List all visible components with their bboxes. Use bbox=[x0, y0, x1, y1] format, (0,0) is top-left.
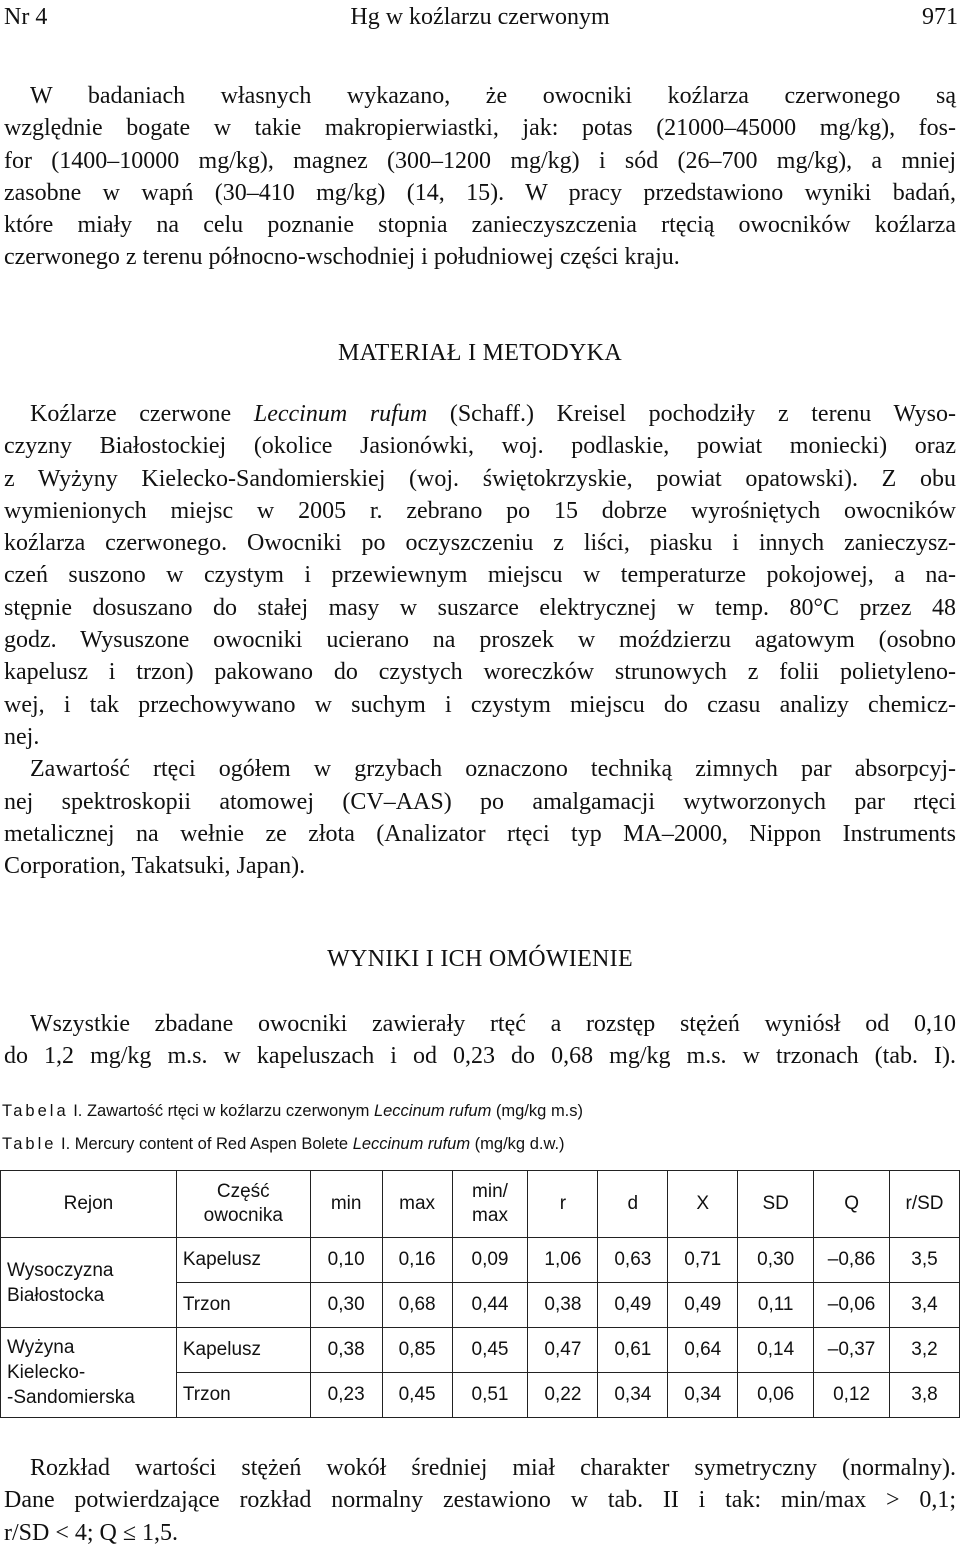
region-line: Wysoczyzna bbox=[7, 1259, 114, 1281]
region-line: Wyżyna bbox=[7, 1337, 75, 1358]
rsd-cell: 3,4 bbox=[890, 1283, 960, 1328]
region-line: -Sandomierska bbox=[7, 1387, 135, 1408]
text-line: koźlarza czerwonego. Owocniki po oczyszczeniu z liści, piasku i innych zanieczysz- bbox=[4, 530, 956, 557]
species-name: Leccinum rufum bbox=[253, 401, 428, 427]
caption-text: I. Zawartość rtęci w koźlarzu czerwonym bbox=[68, 1102, 374, 1120]
text-line: które miały na celu poznanie stopnia zanieczyszczenia rtęcią owocników koźlarza bbox=[4, 212, 956, 239]
methods-paragraph-1 bbox=[4, 398, 956, 882]
part-cell: Trzon bbox=[176, 1283, 310, 1328]
col-header-part bbox=[176, 1171, 310, 1238]
x-cell: 0,64 bbox=[668, 1328, 738, 1373]
col-header-rsd: r/SD bbox=[890, 1171, 960, 1238]
section-heading-results: WYNIKI I ICH OMÓWIENIE bbox=[327, 946, 633, 972]
region-line: Kielecko- bbox=[7, 1362, 86, 1383]
region-line: Białostocka bbox=[7, 1284, 105, 1306]
text-line bbox=[4, 398, 956, 430]
running-header bbox=[0, 2, 960, 32]
max-cell: 0,16 bbox=[382, 1238, 452, 1283]
col-header-x: X bbox=[668, 1171, 738, 1238]
r-cell: 0,38 bbox=[528, 1283, 598, 1328]
header-line: Część bbox=[216, 1181, 270, 1202]
caption-tail: (mg/kg d.w.) bbox=[470, 1135, 565, 1153]
d-cell: 0,61 bbox=[598, 1328, 668, 1373]
text-line: nej spektroskopii atomowej (CV–AAS) po amalgamacji wytworzonych par rtęci bbox=[4, 788, 956, 815]
text-line: Dane potwierdzające rozkład normalny zestawiono w tab. II i tak: min/max > 0,1; bbox=[4, 1487, 956, 1514]
r-cell: 0,22 bbox=[528, 1373, 598, 1418]
min-cell: 0,38 bbox=[310, 1328, 382, 1373]
caption-label: Tabela bbox=[2, 1102, 69, 1120]
intro-paragraph bbox=[4, 80, 956, 274]
text-line: do 1,2 mg/kg m.s. w kapeluszach i od 0,23 do 0,68 mg/kg m.s. w trzonach (tab. I). bbox=[4, 1043, 956, 1070]
section-heading-methods: MATERIAŁ I METODYKA bbox=[338, 340, 622, 366]
q-cell: 0,12 bbox=[814, 1373, 890, 1418]
part-cell: Trzon bbox=[176, 1373, 310, 1418]
text-line: wej, i tak przechowywano w suchym i czystym miejscu do czasu analizy chemicz- bbox=[4, 691, 956, 718]
col-header-max: max bbox=[382, 1171, 452, 1238]
text-line: czeń suszono w czystym i przewiewnym miejscu w temperaturze pokojowej, a na- bbox=[4, 562, 956, 589]
text-line: godz. Wysuszone owocniki ucierano na proszek w moździerzu agatowym (osobno bbox=[4, 627, 956, 654]
header-line: owocnika bbox=[203, 1205, 283, 1226]
d-cell: 0,63 bbox=[598, 1238, 668, 1283]
col-header-min: min bbox=[310, 1171, 382, 1238]
text-line: z Wyżyny Kielecko-Sandomierskiej (woj. świętokrzyskie, powiat opatowski). Z obu bbox=[4, 465, 956, 492]
min-cell: 0,30 bbox=[310, 1283, 382, 1328]
text-line: metalicznej na wełnie ze złota (Analizator rtęci typ MA–2000, Nippon Instruments bbox=[4, 820, 956, 847]
sd-cell: 0,06 bbox=[738, 1373, 814, 1418]
text-line: stępnie dosuszano do stałej masy w suszarce elektrycznej w temp. 80°C przez 48 bbox=[4, 594, 956, 621]
minmax-cell: 0,51 bbox=[452, 1373, 528, 1418]
text-line: Corporation, Takatsuki, Japan). bbox=[4, 853, 306, 880]
min-cell: 0,23 bbox=[310, 1373, 382, 1418]
part-cell: Kapelusz bbox=[176, 1328, 310, 1373]
minmax-cell: 0,45 bbox=[452, 1328, 528, 1373]
text-line: zasobne w wapń (30–410 mg/kg) (14, 15). W pracy przedstawiono wyniki badań, bbox=[4, 179, 956, 206]
sd-cell: 0,11 bbox=[738, 1283, 814, 1328]
minmax-cell: 0,09 bbox=[452, 1238, 528, 1283]
table-header-row bbox=[1, 1171, 960, 1238]
text-line: kapelusz i trzon) pakowano do czystych woreczków strunowych z folii polietyleno- bbox=[4, 659, 956, 686]
r-cell: 1,06 bbox=[528, 1238, 598, 1283]
max-cell: 0,85 bbox=[382, 1328, 452, 1373]
rsd-cell: 3,2 bbox=[890, 1328, 960, 1373]
caption-text: I. Mercury content of Red Aspen Bolete bbox=[56, 1135, 353, 1153]
sd-cell: 0,30 bbox=[738, 1238, 814, 1283]
min-cell: 0,10 bbox=[310, 1238, 382, 1283]
col-header-region: Rejon bbox=[1, 1171, 177, 1238]
text-line: Rozkład wartości stężeń wokół średniej miał charakter symetryczny (normalny). bbox=[30, 1455, 956, 1481]
d-cell: 0,49 bbox=[598, 1283, 668, 1328]
text-line: wymienionych miejsc w 2005 r. zebrano po 15 dobrze wyrośniętych owocników bbox=[4, 497, 956, 524]
max-cell: 0,45 bbox=[382, 1373, 452, 1418]
text-line: r/SD < 4; Q ≤ 1,5. bbox=[4, 1519, 179, 1546]
q-cell: –0,37 bbox=[814, 1328, 890, 1373]
max-cell: 0,68 bbox=[382, 1283, 452, 1328]
table-row bbox=[1, 1238, 960, 1283]
text-line: czyzny Białostockiej (okolice Jasionówki, woj. podlaskie, powiat moniecki) oraz bbox=[4, 433, 956, 460]
text-line: względnie bogate w takie makropierwiastki, jak: potas (21000–45000 mg/kg), fos- bbox=[4, 115, 956, 142]
text-line: Zawartość rtęci ogółem w grzybach oznaczono techniką zimnych par absorpcyj- bbox=[30, 756, 956, 783]
q-cell: –0,06 bbox=[814, 1283, 890, 1328]
table-caption-en bbox=[2, 1133, 565, 1155]
part-cell: Kapelusz bbox=[176, 1238, 310, 1283]
caption-species: Leccinum rufum bbox=[352, 1135, 471, 1153]
col-header-d: d bbox=[598, 1171, 668, 1238]
mercury-table bbox=[0, 1170, 960, 1418]
x-cell: 0,34 bbox=[668, 1373, 738, 1418]
caption-species: Leccinum rufum bbox=[373, 1102, 492, 1120]
rsd-cell: 3,8 bbox=[890, 1373, 960, 1418]
text-line: W badaniach własnych wykazano, że owocniki koźlarza czerwonego są bbox=[30, 83, 956, 109]
x-cell: 0,49 bbox=[668, 1283, 738, 1328]
rsd-cell: 3,5 bbox=[890, 1238, 960, 1283]
d-cell: 0,34 bbox=[598, 1373, 668, 1418]
x-cell: 0,71 bbox=[668, 1238, 738, 1283]
header-line: min/ bbox=[472, 1181, 508, 1202]
table-row bbox=[1, 1328, 960, 1373]
header-line: max bbox=[472, 1205, 508, 1226]
col-header-q: Q bbox=[814, 1171, 890, 1238]
text-line: nej. bbox=[4, 723, 40, 750]
col-header-sd: SD bbox=[738, 1171, 814, 1238]
col-header-r: r bbox=[528, 1171, 598, 1238]
text-run: Koźlarze czerwone bbox=[30, 401, 254, 427]
table-caption-pl bbox=[2, 1100, 583, 1122]
text-line: Wszystkie zbadane owocniki zawierały rtęć a rozstęp stężeń wyniósł od 0,10 bbox=[30, 1011, 956, 1037]
distribution-paragraph bbox=[4, 1452, 956, 1549]
issue-number: Nr 4 bbox=[4, 4, 48, 30]
minmax-cell: 0,44 bbox=[452, 1283, 528, 1328]
col-header-minmax bbox=[452, 1171, 528, 1238]
page-number: 971 bbox=[922, 4, 958, 30]
text-line: for (1400–10000 mg/kg), magnez (300–1200 mg/kg) i sód (26–700 mg/kg), a mniej bbox=[4, 147, 956, 174]
region-cell bbox=[1, 1238, 177, 1328]
q-cell: –0,86 bbox=[814, 1238, 890, 1283]
caption-label: Table bbox=[2, 1135, 57, 1153]
region-cell bbox=[1, 1328, 177, 1418]
text-line: czerwonego z terenu północno-wschodniej i południowej części kraju. bbox=[4, 244, 680, 271]
caption-tail: (mg/kg m.s) bbox=[491, 1102, 584, 1120]
results-paragraph bbox=[4, 1008, 956, 1073]
r-cell: 0,47 bbox=[528, 1328, 598, 1373]
text-run: (Schaff.) Kreisel pochodziły z terenu Wyso- bbox=[427, 401, 956, 427]
running-title: Hg w koźlarzu czerwonym bbox=[350, 4, 610, 30]
sd-cell: 0,14 bbox=[738, 1328, 814, 1373]
